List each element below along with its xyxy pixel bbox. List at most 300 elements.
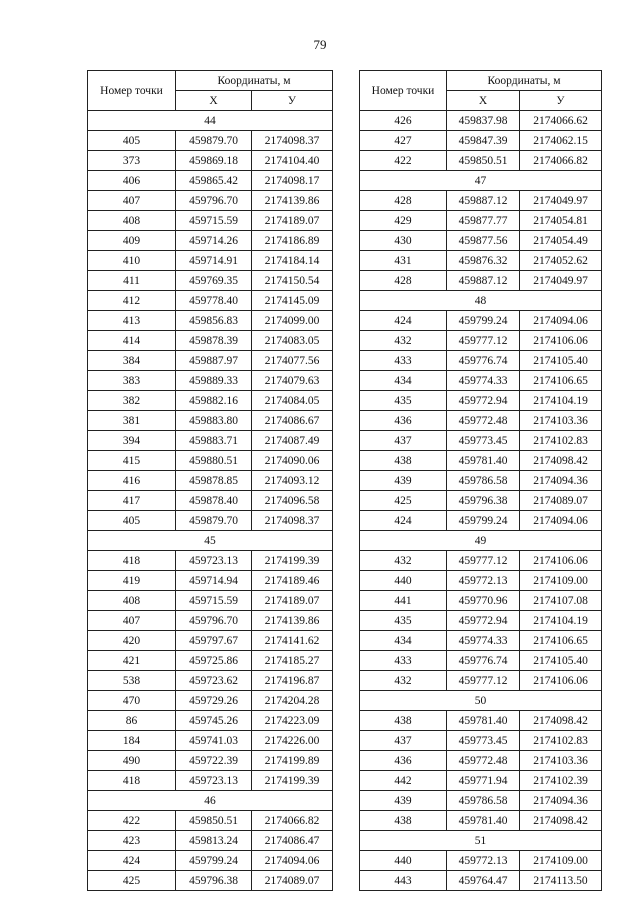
x-coordinate-cell: 459850.51 — [176, 811, 252, 831]
table-row — [88, 331, 333, 351]
y-coordinate-cell: 2174102.39 — [520, 771, 602, 791]
x-coordinate-cell: 459781.40 — [447, 451, 520, 471]
y-coordinate-cell: 2174199.39 — [252, 551, 333, 571]
point-number-cell: 408 — [88, 591, 176, 611]
x-coordinate-cell: 459714.94 — [176, 571, 252, 591]
y-coordinate-cell: 2174106.65 — [520, 631, 602, 651]
x-coordinate-cell: 459847.39 — [447, 131, 520, 151]
y-coordinate-cell: 2174098.17 — [252, 171, 333, 191]
x-coordinate-cell: 459778.40 — [176, 291, 252, 311]
point-number-cell: 431 — [360, 251, 447, 271]
point-number-cell: 425 — [88, 871, 176, 891]
x-coordinate-cell: 459773.45 — [447, 731, 520, 751]
point-number-cell: 441 — [360, 591, 447, 611]
point-number-cell: 429 — [360, 211, 447, 231]
point-number-cell: 408 — [88, 211, 176, 231]
table-row — [88, 651, 333, 671]
x-coordinate-cell: 459865.42 — [176, 171, 252, 191]
header-x: X — [447, 91, 520, 111]
point-number-cell: 470 — [88, 691, 176, 711]
y-coordinate-cell: 2174098.42 — [520, 811, 602, 831]
point-number-cell: 415 — [88, 451, 176, 471]
point-number-cell: 438 — [360, 451, 447, 471]
header-x: X — [176, 91, 252, 111]
x-coordinate-cell: 459722.39 — [176, 751, 252, 771]
y-coordinate-cell: 2174090.06 — [252, 451, 333, 471]
point-number-cell: 430 — [360, 231, 447, 251]
table-row — [360, 451, 602, 471]
y-coordinate-cell: 2174109.00 — [520, 571, 602, 591]
x-coordinate-cell: 459777.12 — [447, 551, 520, 571]
y-coordinate-cell: 2174204.28 — [252, 691, 333, 711]
table-body-left — [88, 71, 333, 891]
point-number-cell: 382 — [88, 391, 176, 411]
x-coordinate-cell: 459878.39 — [176, 331, 252, 351]
table-row — [88, 211, 333, 231]
point-number-cell: 422 — [360, 151, 447, 171]
y-coordinate-cell: 2174185.27 — [252, 651, 333, 671]
y-coordinate-cell: 2174102.83 — [520, 431, 602, 451]
table-row — [88, 491, 333, 511]
y-coordinate-cell: 2174066.62 — [520, 111, 602, 131]
group-number: 45 — [88, 531, 333, 551]
y-coordinate-cell: 2174094.06 — [252, 851, 333, 871]
x-coordinate-cell: 459887.12 — [447, 271, 520, 291]
y-coordinate-cell: 2174093.12 — [252, 471, 333, 491]
x-coordinate-cell: 459777.12 — [447, 331, 520, 351]
point-number-cell: 420 — [88, 631, 176, 651]
point-number-cell: 435 — [360, 391, 447, 411]
coordinates-table-right — [359, 70, 602, 891]
x-coordinate-cell: 459850.51 — [447, 151, 520, 171]
group-number: 47 — [360, 171, 602, 191]
x-coordinate-cell: 459799.24 — [447, 511, 520, 531]
point-number-cell: 490 — [88, 751, 176, 771]
point-number-cell: 421 — [88, 651, 176, 671]
table-row — [88, 291, 333, 311]
point-number-cell: 422 — [88, 811, 176, 831]
y-coordinate-cell: 2174094.06 — [520, 311, 602, 331]
x-coordinate-cell: 459714.91 — [176, 251, 252, 271]
y-coordinate-cell: 2174150.54 — [252, 271, 333, 291]
table-row — [360, 331, 602, 351]
x-coordinate-cell: 459797.67 — [176, 631, 252, 651]
x-coordinate-cell: 459876.32 — [447, 251, 520, 271]
point-number-cell: 423 — [88, 831, 176, 851]
y-coordinate-cell: 2174105.40 — [520, 351, 602, 371]
y-coordinate-cell: 2174066.82 — [252, 811, 333, 831]
table-row — [360, 511, 602, 531]
x-coordinate-cell: 459781.40 — [447, 811, 520, 831]
x-coordinate-cell: 459771.94 — [447, 771, 520, 791]
x-coordinate-cell: 459796.70 — [176, 191, 252, 211]
y-coordinate-cell: 2174106.06 — [520, 551, 602, 571]
page-number: 79 — [313, 37, 327, 52]
y-coordinate-cell: 2174049.97 — [520, 191, 602, 211]
y-coordinate-cell: 2174139.86 — [252, 191, 333, 211]
y-coordinate-cell: 2174094.06 — [520, 511, 602, 531]
point-number-cell: 425 — [360, 491, 447, 511]
y-coordinate-cell: 2174083.05 — [252, 331, 333, 351]
y-coordinate-cell: 2174184.14 — [252, 251, 333, 271]
table-row — [88, 631, 333, 651]
x-coordinate-cell: 459715.59 — [176, 211, 252, 231]
x-coordinate-cell: 459781.40 — [447, 711, 520, 731]
table-row — [88, 811, 333, 831]
header-row — [88, 71, 333, 91]
x-coordinate-cell: 459878.40 — [176, 491, 252, 511]
point-number-cell: 419 — [88, 571, 176, 591]
y-coordinate-cell: 2174199.39 — [252, 771, 333, 791]
point-number-cell: 438 — [360, 711, 447, 731]
y-coordinate-cell: 2174104.40 — [252, 151, 333, 171]
table-row — [360, 211, 602, 231]
y-coordinate-cell: 2174086.47 — [252, 831, 333, 851]
y-coordinate-cell: 2174107.08 — [520, 591, 602, 611]
point-number-cell: 413 — [88, 311, 176, 331]
point-number-cell: 384 — [88, 351, 176, 371]
group-number: 44 — [88, 111, 333, 131]
table-row — [88, 851, 333, 871]
x-coordinate-cell: 459887.12 — [447, 191, 520, 211]
point-number-cell: 437 — [360, 731, 447, 751]
x-coordinate-cell: 459725.86 — [176, 651, 252, 671]
point-number-cell: 405 — [88, 131, 176, 151]
table-row — [360, 111, 602, 131]
table-row — [360, 631, 602, 651]
table-row — [88, 871, 333, 891]
point-number-cell: 407 — [88, 611, 176, 631]
point-number-cell: 409 — [88, 231, 176, 251]
point-number-cell: 432 — [360, 331, 447, 351]
table-row — [88, 611, 333, 631]
x-coordinate-cell: 459714.26 — [176, 231, 252, 251]
group-number: 50 — [360, 691, 602, 711]
y-coordinate-cell: 2174145.09 — [252, 291, 333, 311]
table-row — [360, 551, 602, 571]
point-number-cell: 412 — [88, 291, 176, 311]
table-row — [88, 591, 333, 611]
table-row — [360, 591, 602, 611]
point-number-cell: 407 — [88, 191, 176, 211]
x-coordinate-cell: 459880.51 — [176, 451, 252, 471]
header-point-number: Номер точки — [360, 71, 447, 111]
table-row — [360, 771, 602, 791]
table-row — [88, 471, 333, 491]
table-row — [88, 371, 333, 391]
x-coordinate-cell: 459883.80 — [176, 411, 252, 431]
x-coordinate-cell: 459772.94 — [447, 611, 520, 631]
table-row — [360, 731, 602, 751]
x-coordinate-cell: 459774.33 — [447, 371, 520, 391]
x-coordinate-cell: 459883.71 — [176, 431, 252, 451]
y-coordinate-cell: 2174226.00 — [252, 731, 333, 751]
point-number-cell: 414 — [88, 331, 176, 351]
point-number-cell: 434 — [360, 631, 447, 651]
table-row — [88, 831, 333, 851]
table-row — [360, 351, 602, 371]
y-coordinate-cell: 2174104.19 — [520, 611, 602, 631]
y-coordinate-cell: 2174189.07 — [252, 211, 333, 231]
table-row — [360, 671, 602, 691]
x-coordinate-cell: 459879.70 — [176, 131, 252, 151]
y-coordinate-cell: 2174102.83 — [520, 731, 602, 751]
point-number-cell: 418 — [88, 551, 176, 571]
y-coordinate-cell: 2174186.89 — [252, 231, 333, 251]
y-coordinate-cell: 2174106.65 — [520, 371, 602, 391]
x-coordinate-cell: 459741.03 — [176, 731, 252, 751]
x-coordinate-cell: 459889.33 — [176, 371, 252, 391]
group-row — [360, 291, 602, 311]
header-row — [360, 71, 602, 91]
table-row — [88, 431, 333, 451]
point-number-cell: 440 — [360, 851, 447, 871]
x-coordinate-cell: 459774.33 — [447, 631, 520, 651]
x-coordinate-cell: 459879.70 — [176, 511, 252, 531]
table-row — [360, 811, 602, 831]
table-row — [88, 551, 333, 571]
table-row — [360, 431, 602, 451]
coordinates-table-left — [87, 70, 333, 891]
point-number-cell: 394 — [88, 431, 176, 451]
table-row — [360, 871, 602, 891]
table-row — [88, 711, 333, 731]
group-row — [360, 691, 602, 711]
x-coordinate-cell: 459796.70 — [176, 611, 252, 631]
point-number-cell: 443 — [360, 871, 447, 891]
table-row — [88, 691, 333, 711]
y-coordinate-cell: 2174089.07 — [520, 491, 602, 511]
y-coordinate-cell: 2174098.37 — [252, 131, 333, 151]
table-row — [88, 131, 333, 151]
point-number-cell: 434 — [360, 371, 447, 391]
x-coordinate-cell: 459796.38 — [176, 871, 252, 891]
table-row — [360, 371, 602, 391]
table-row — [88, 731, 333, 751]
x-coordinate-cell: 459772.48 — [447, 751, 520, 771]
x-coordinate-cell: 459837.98 — [447, 111, 520, 131]
y-coordinate-cell: 2174094.36 — [520, 471, 602, 491]
x-coordinate-cell: 459882.16 — [176, 391, 252, 411]
point-number-cell: 436 — [360, 411, 447, 431]
y-coordinate-cell: 2174099.00 — [252, 311, 333, 331]
y-coordinate-cell: 2174189.46 — [252, 571, 333, 591]
table-row — [88, 171, 333, 191]
point-number-cell: 405 — [88, 511, 176, 531]
point-number-cell: 428 — [360, 271, 447, 291]
point-number-cell: 433 — [360, 351, 447, 371]
x-coordinate-cell: 459723.13 — [176, 551, 252, 571]
y-coordinate-cell: 2174066.82 — [520, 151, 602, 171]
point-number-cell: 411 — [88, 271, 176, 291]
y-coordinate-cell: 2174199.89 — [252, 751, 333, 771]
table-row — [88, 231, 333, 251]
point-number-cell: 426 — [360, 111, 447, 131]
y-coordinate-cell: 2174087.49 — [252, 431, 333, 451]
x-coordinate-cell: 459772.13 — [447, 851, 520, 871]
x-coordinate-cell: 459777.12 — [447, 671, 520, 691]
y-coordinate-cell: 2174098.42 — [520, 711, 602, 731]
x-coordinate-cell: 459878.85 — [176, 471, 252, 491]
table-row — [360, 231, 602, 251]
y-coordinate-cell: 2174098.37 — [252, 511, 333, 531]
table-row — [360, 851, 602, 871]
point-number-cell: 424 — [360, 511, 447, 531]
y-coordinate-cell: 2174098.42 — [520, 451, 602, 471]
group-row — [88, 791, 333, 811]
x-coordinate-cell: 459729.26 — [176, 691, 252, 711]
point-number-cell: 424 — [360, 311, 447, 331]
point-number-cell: 418 — [88, 771, 176, 791]
x-coordinate-cell: 459786.58 — [447, 471, 520, 491]
x-coordinate-cell: 459776.74 — [447, 651, 520, 671]
header-coordinates: Координаты, м — [176, 71, 333, 91]
table-row — [88, 751, 333, 771]
table-body-right — [360, 71, 602, 891]
table-row — [88, 251, 333, 271]
point-number-cell: 416 — [88, 471, 176, 491]
x-coordinate-cell: 459745.26 — [176, 711, 252, 731]
x-coordinate-cell: 459877.56 — [447, 231, 520, 251]
y-coordinate-cell: 2174106.06 — [520, 671, 602, 691]
point-number-cell: 442 — [360, 771, 447, 791]
point-number-cell: 438 — [360, 811, 447, 831]
point-number-cell: 383 — [88, 371, 176, 391]
y-coordinate-cell: 2174189.07 — [252, 591, 333, 611]
x-coordinate-cell: 459776.74 — [447, 351, 520, 371]
x-coordinate-cell: 459856.83 — [176, 311, 252, 331]
x-coordinate-cell: 459786.58 — [447, 791, 520, 811]
x-coordinate-cell: 459770.96 — [447, 591, 520, 611]
table-row — [360, 131, 602, 151]
x-coordinate-cell: 459715.59 — [176, 591, 252, 611]
y-coordinate-cell: 2174062.15 — [520, 131, 602, 151]
table-row — [360, 571, 602, 591]
point-number-cell: 428 — [360, 191, 447, 211]
y-coordinate-cell: 2174077.56 — [252, 351, 333, 371]
x-coordinate-cell: 459796.38 — [447, 491, 520, 511]
table-row — [360, 391, 602, 411]
y-coordinate-cell: 2174079.63 — [252, 371, 333, 391]
table-row — [88, 311, 333, 331]
table-row — [88, 191, 333, 211]
group-row — [360, 831, 602, 851]
y-coordinate-cell: 2174139.86 — [252, 611, 333, 631]
table-row — [88, 511, 333, 531]
y-coordinate-cell: 2174052.62 — [520, 251, 602, 271]
header-point-number: Номер точки — [88, 71, 176, 111]
point-number-cell: 432 — [360, 551, 447, 571]
y-coordinate-cell: 2174105.40 — [520, 651, 602, 671]
header-coordinates: Координаты, м — [447, 71, 602, 91]
point-number-cell: 439 — [360, 471, 447, 491]
group-row — [360, 171, 602, 191]
table-row — [88, 411, 333, 431]
y-coordinate-cell: 2174049.97 — [520, 271, 602, 291]
x-coordinate-cell: 459799.24 — [176, 851, 252, 871]
x-coordinate-cell: 459877.77 — [447, 211, 520, 231]
x-coordinate-cell: 459772.48 — [447, 411, 520, 431]
point-number-cell: 86 — [88, 711, 176, 731]
point-number-cell: 406 — [88, 171, 176, 191]
point-number-cell: 436 — [360, 751, 447, 771]
x-coordinate-cell: 459772.94 — [447, 391, 520, 411]
table-row — [88, 351, 333, 371]
table-row — [88, 151, 333, 171]
y-coordinate-cell: 2174054.81 — [520, 211, 602, 231]
x-coordinate-cell: 459887.97 — [176, 351, 252, 371]
x-coordinate-cell: 459772.13 — [447, 571, 520, 591]
y-coordinate-cell: 2174106.06 — [520, 331, 602, 351]
point-number-cell: 538 — [88, 671, 176, 691]
table-row — [88, 451, 333, 471]
group-row — [360, 531, 602, 551]
y-coordinate-cell: 2174104.19 — [520, 391, 602, 411]
group-number: 46 — [88, 791, 333, 811]
table-row — [360, 191, 602, 211]
x-coordinate-cell: 459773.45 — [447, 431, 520, 451]
header-y: У — [520, 91, 602, 111]
point-number-cell: 440 — [360, 571, 447, 591]
table-row — [360, 151, 602, 171]
x-coordinate-cell: 459764.47 — [447, 871, 520, 891]
table-row — [360, 651, 602, 671]
point-number-cell: 381 — [88, 411, 176, 431]
group-row — [88, 531, 333, 551]
point-number-cell: 417 — [88, 491, 176, 511]
x-coordinate-cell: 459769.35 — [176, 271, 252, 291]
table-row — [88, 571, 333, 591]
y-coordinate-cell: 2174089.07 — [252, 871, 333, 891]
group-number: 49 — [360, 531, 602, 551]
group-number: 51 — [360, 831, 602, 851]
point-number-cell: 439 — [360, 791, 447, 811]
y-coordinate-cell: 2174109.00 — [520, 851, 602, 871]
table-row — [360, 791, 602, 811]
point-number-cell: 432 — [360, 671, 447, 691]
table-row — [360, 491, 602, 511]
table-row — [360, 611, 602, 631]
y-coordinate-cell: 2174223.09 — [252, 711, 333, 731]
table-row — [88, 271, 333, 291]
table-row — [88, 771, 333, 791]
table-row — [88, 391, 333, 411]
table-row — [360, 411, 602, 431]
table-row — [360, 751, 602, 771]
point-number-cell: 410 — [88, 251, 176, 271]
table-row — [360, 311, 602, 331]
point-number-cell: 373 — [88, 151, 176, 171]
point-number-cell: 184 — [88, 731, 176, 751]
table-row — [360, 251, 602, 271]
y-coordinate-cell: 2174086.67 — [252, 411, 333, 431]
x-coordinate-cell: 459799.24 — [447, 311, 520, 331]
point-number-cell: 437 — [360, 431, 447, 451]
x-coordinate-cell: 459869.18 — [176, 151, 252, 171]
point-number-cell: 435 — [360, 611, 447, 631]
x-coordinate-cell: 459723.13 — [176, 771, 252, 791]
y-coordinate-cell: 2174094.36 — [520, 791, 602, 811]
y-coordinate-cell: 2174103.36 — [520, 751, 602, 771]
y-coordinate-cell: 2174103.36 — [520, 411, 602, 431]
table-row — [360, 471, 602, 491]
y-coordinate-cell: 2174113.50 — [520, 871, 602, 891]
group-number: 48 — [360, 291, 602, 311]
y-coordinate-cell: 2174196.87 — [252, 671, 333, 691]
point-number-cell: 424 — [88, 851, 176, 871]
y-coordinate-cell: 2174084.05 — [252, 391, 333, 411]
y-coordinate-cell: 2174096.58 — [252, 491, 333, 511]
